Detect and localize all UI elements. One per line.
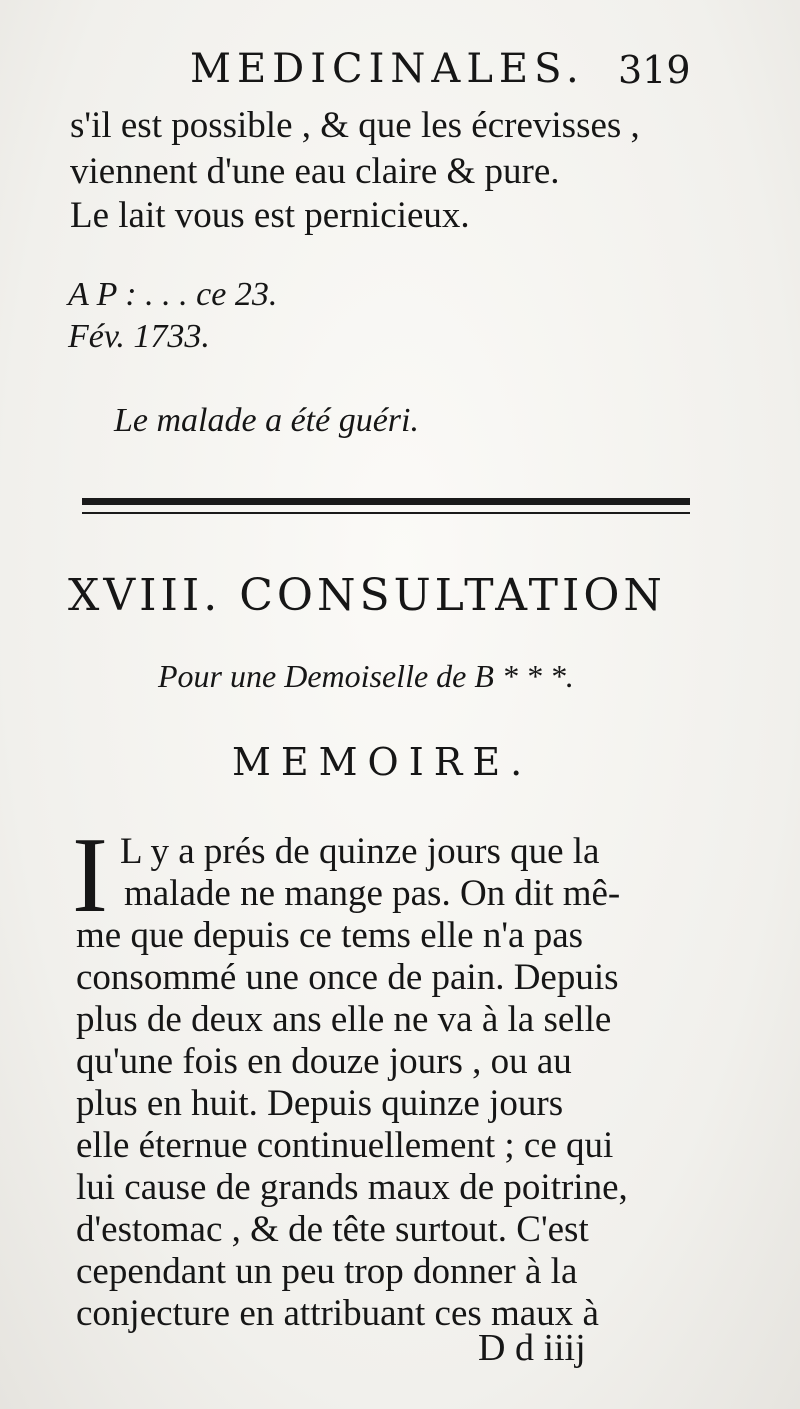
paragraph-line: elle éternue continuellement ; ce qui	[76, 1125, 614, 1166]
text-line: Le lait vous est pernicieux.	[70, 195, 470, 236]
paragraph-line: malade ne mange pas. On dit mê-	[124, 873, 621, 914]
ornamental-rule	[82, 498, 690, 505]
drop-cap: I	[72, 816, 108, 935]
dateline-date: Fév. 1733.	[68, 318, 210, 355]
paragraph-line: me que depuis ce tems elle n'a pas	[76, 915, 584, 956]
paragraph-line: lui cause de grands maux de poitrine,	[76, 1167, 628, 1208]
paragraph-line: plus de deux ans elle ne va à la selle	[76, 999, 612, 1040]
text-line: s'il est possible , & que les écrevisses ,	[70, 105, 640, 146]
section-subtitle: Pour une Demoiselle de B * * *.	[158, 658, 574, 694]
paragraph-line: d'estomac , & de tête surtout. C'est	[76, 1209, 589, 1250]
signature-mark: D d iiij	[478, 1327, 586, 1369]
paragraph-line: qu'une fois en douze jours , ou au	[76, 1041, 572, 1082]
paragraph-line: consommé une once de pain. Depuis	[76, 957, 619, 998]
ornamental-rule-thin	[82, 512, 690, 514]
page-number: 319	[618, 48, 691, 92]
memoire-heading: MEMOIRE.	[232, 740, 533, 784]
paragraph-line: conjecture en attribuant ces maux à	[76, 1293, 599, 1334]
outcome-note: Le malade a été guéri.	[114, 402, 419, 439]
paragraph-line: plus en huit. Depuis quinze jours	[76, 1083, 564, 1124]
running-title: MEDICINALES.	[190, 46, 585, 92]
text-line: viennent d'une eau claire & pure.	[70, 151, 560, 192]
paragraph-line: L y a prés de quinze jours que la	[120, 831, 600, 872]
dateline-place: A P : . . . ce 23.	[68, 276, 278, 313]
section-heading: XVIII. CONSULTATION	[68, 570, 666, 621]
paragraph-line: cependant un peu trop donner à la	[76, 1251, 578, 1292]
